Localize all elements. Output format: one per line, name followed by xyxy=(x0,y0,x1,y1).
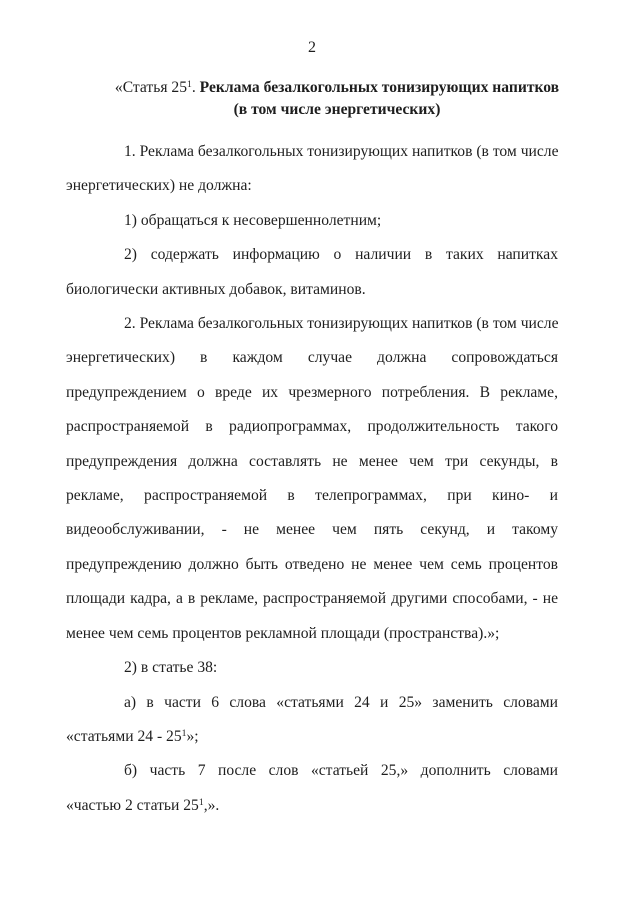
text-line xyxy=(66,789,558,823)
text-line xyxy=(66,686,558,720)
text-segment: . xyxy=(191,79,200,96)
text-line xyxy=(66,273,558,307)
paragraph xyxy=(66,204,558,238)
text-line xyxy=(66,238,558,272)
text-segment: видеообслуживании, - не менее чем пять секунд, и такому xyxy=(66,521,558,539)
text-segment: (в том числе энергетических) xyxy=(233,100,441,118)
text-segment: 2) содержать информацию о наличии в таких напитках xyxy=(124,246,558,264)
text-segment: распространяемой в радиопрограммах, продолжительность такого xyxy=(66,418,558,436)
text-segment: 1) обращаться к несовершеннолетним; xyxy=(124,211,382,229)
text-line xyxy=(66,341,558,375)
page-number: 2 xyxy=(308,39,316,56)
paragraph xyxy=(66,135,558,204)
text-segment: а) в части 6 слова «статьями 24 и 25» заменить словами xyxy=(124,693,558,711)
text-segment: биологически активных добавок, витаминов. xyxy=(66,280,366,298)
text-segment: «частью 2 статьи 25 xyxy=(66,796,199,814)
text-line xyxy=(66,720,558,754)
paragraph xyxy=(66,307,558,651)
paragraph xyxy=(66,754,558,823)
superscript: 1 xyxy=(198,796,204,808)
text-line xyxy=(66,307,558,341)
text-segment: 1. Реклама безалкогольных тонизирующих напитков (в том числе xyxy=(124,143,559,160)
text-segment: б) часть 7 после слов «статьей 25,» дополнить словами xyxy=(124,762,558,780)
text-segment: энергетических) не должна: xyxy=(66,177,252,195)
text-segment: »; xyxy=(186,727,199,745)
text-segment: Реклама безалкогольных тонизирующих напитков xyxy=(199,79,560,96)
superscript: 1 xyxy=(187,79,192,90)
text-segment: площади кадра, а в рекламе, распространяемой другими способами, - не xyxy=(66,590,558,608)
heading-line xyxy=(91,99,583,121)
text-line xyxy=(66,376,558,410)
text-segment: менее чем семь процентов рекламной площади (пространства).»; xyxy=(66,624,500,642)
document-body xyxy=(66,135,558,823)
heading-line xyxy=(91,77,583,99)
text-line xyxy=(66,135,558,169)
text-line xyxy=(66,204,558,238)
text-segment: 2. Реклама безалкогольных тонизирующих напитков (в том числе xyxy=(124,315,559,333)
article-heading xyxy=(91,77,583,120)
paragraph xyxy=(66,651,558,685)
text-line xyxy=(66,410,558,444)
text-line xyxy=(66,513,558,547)
text-segment: предупреждения должна составлять не менее чем три секунды, в xyxy=(66,452,558,470)
text-segment: «статьями 24 - 25 xyxy=(66,727,182,745)
text-line xyxy=(66,651,558,685)
text-line xyxy=(66,617,558,651)
text-segment: ,». xyxy=(203,796,220,814)
text-line xyxy=(66,548,558,582)
paragraph xyxy=(66,238,558,307)
text-line xyxy=(66,754,558,788)
text-line xyxy=(66,479,558,513)
text-line xyxy=(66,582,558,616)
text-line xyxy=(66,445,558,479)
text-segment: 2) в статье 38: xyxy=(124,659,218,677)
text-segment: предупреждением о вреде их чрезмерного потребления. В рекламе, xyxy=(66,383,558,401)
text-segment: рекламе, распространяемой в телепрограммах, при кино- и xyxy=(66,487,558,505)
text-line xyxy=(66,169,558,203)
text-segment: энергетических) в каждом случае должна сопровождаться xyxy=(66,349,558,367)
superscript: 1 xyxy=(181,727,187,739)
text-segment: «Статья 25 xyxy=(114,79,187,96)
text-segment: предупреждению должно быть отведено не менее чем семь процентов xyxy=(66,555,558,573)
paragraph xyxy=(66,686,558,755)
